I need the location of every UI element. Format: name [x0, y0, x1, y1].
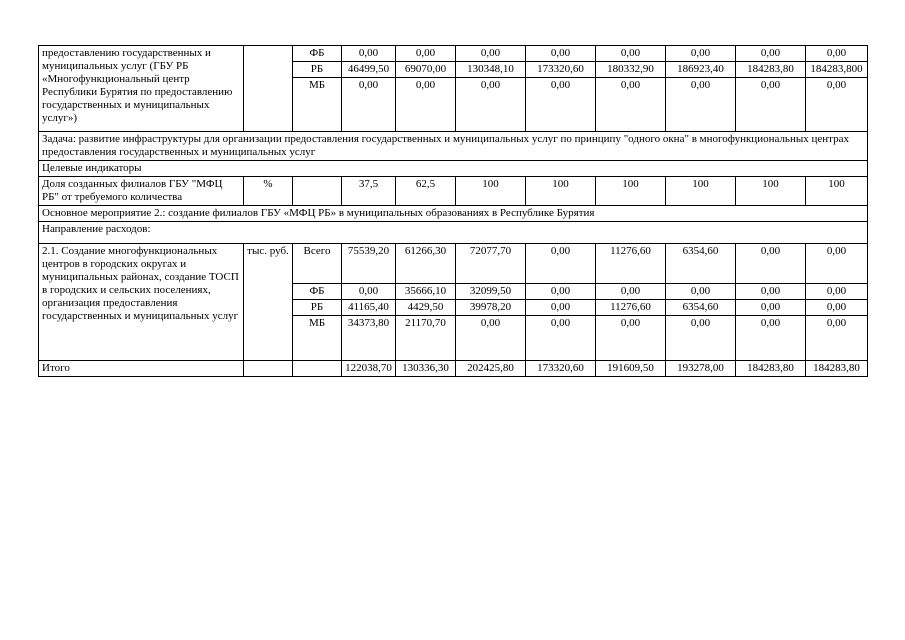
activity-name: 2.1. Создание многофункциональных центров в городских округах и муниципальных районах, создание ТОСП в городских и сельских поселениях, организация предоставления государственных и муниципальных услуг: [39, 244, 244, 361]
value-cell: 46499,50: [342, 62, 396, 78]
value-cell: 0,00: [596, 284, 666, 300]
total-value-cell: 130336,30: [396, 361, 456, 377]
value-cell: 41165,40: [342, 300, 396, 316]
value-cell: 0,00: [596, 46, 666, 62]
main-activity: Основное мероприятие 2.: создание филиалов ГБУ «МФЦ РБ» в муниципальных образованиях в Республике Бурятия: [39, 206, 868, 222]
value-cell: 0,00: [666, 46, 736, 62]
value-cell: 180332,90: [596, 62, 666, 78]
total-label: Итого: [39, 361, 244, 377]
value-cell: 72077,70: [456, 244, 526, 284]
table-row: [39, 206, 868, 222]
total-value-cell: 173320,60: [526, 361, 596, 377]
value-cell: 6354,60: [666, 244, 736, 284]
value-cell: 0,00: [736, 244, 806, 284]
value-cell: 0,00: [736, 300, 806, 316]
value-cell: 0,00: [342, 46, 396, 62]
value-cell: 0,00: [806, 78, 868, 132]
value-cell: 173320,60: [526, 62, 596, 78]
value-cell: 75539,20: [342, 244, 396, 284]
value-cell: 0,00: [736, 78, 806, 132]
unit-cell: %: [244, 177, 293, 206]
value-cell: 184283,80: [736, 62, 806, 78]
table-row: [39, 177, 868, 206]
value-cell: 4429,50: [396, 300, 456, 316]
table-row: [39, 161, 868, 177]
value-cell: 0,00: [806, 46, 868, 62]
value-cell: 35666,10: [396, 284, 456, 300]
source-cell: Всего: [293, 244, 342, 284]
value-cell: 0,00: [526, 78, 596, 132]
table-row: [39, 361, 868, 377]
total-value-cell: 122038,70: [342, 361, 396, 377]
source-cell: [293, 361, 342, 377]
value-cell: 100: [736, 177, 806, 206]
value-cell: 0,00: [526, 300, 596, 316]
value-cell: 0,00: [456, 78, 526, 132]
value-cell: 61266,30: [396, 244, 456, 284]
total-value-cell: 184283,80: [806, 361, 868, 377]
value-cell: 11276,60: [596, 244, 666, 284]
table-row: [39, 222, 868, 244]
source-cell: ФБ: [293, 284, 342, 300]
value-cell: 184283,800: [806, 62, 868, 78]
value-cell: 0,00: [456, 46, 526, 62]
program-title-cell: предоставлению государственных и муниципальных услуг (ГБУ РБ «Многофункциональный центр Республики Бурятия по предоставлению государственных и муниципальных услуг»): [39, 46, 244, 132]
value-cell: 34373,80: [342, 316, 396, 361]
value-cell: 0,00: [396, 46, 456, 62]
value-cell: 0,00: [736, 316, 806, 361]
value-cell: 0,00: [526, 46, 596, 62]
table-row: [39, 46, 868, 62]
value-cell: 0,00: [596, 78, 666, 132]
value-cell: 0,00: [806, 244, 868, 284]
unit-cell: [244, 361, 293, 377]
source-cell: ФБ: [293, 46, 342, 62]
value-cell: 21170,70: [396, 316, 456, 361]
total-value-cell: 191609,50: [596, 361, 666, 377]
source-cell: МБ: [293, 78, 342, 132]
source-cell: РБ: [293, 62, 342, 78]
value-cell: 0,00: [456, 316, 526, 361]
unit-cell: [244, 46, 293, 132]
value-cell: 0,00: [342, 78, 396, 132]
value-cell: 6354,60: [666, 300, 736, 316]
value-cell: 100: [596, 177, 666, 206]
value-cell: 100: [456, 177, 526, 206]
value-cell: 0,00: [736, 284, 806, 300]
value-cell: 0,00: [526, 284, 596, 300]
value-cell: 0,00: [396, 78, 456, 132]
value-cell: 0,00: [666, 78, 736, 132]
budget-table: [38, 45, 868, 377]
value-cell: 100: [666, 177, 736, 206]
value-cell: 0,00: [666, 316, 736, 361]
table-row: [39, 244, 868, 284]
value-cell: 100: [526, 177, 596, 206]
indicators-header: Целевые индикаторы: [39, 161, 868, 177]
source-cell: РБ: [293, 300, 342, 316]
value-cell: 0,00: [342, 284, 396, 300]
source-cell: МБ: [293, 316, 342, 361]
value-cell: 62,5: [396, 177, 456, 206]
total-value-cell: 202425,80: [456, 361, 526, 377]
indicator-name: Доля созданных филиалов ГБУ "МФЦ РБ" от требуемого количества: [39, 177, 244, 206]
task-text: Задача: развитие инфраструктуры для организации предоставления государственных и муниципальных услуг по принципу "одного окна" в многофункциональных центрах предоставления государственных и муниципальных услуг: [39, 132, 868, 161]
table-row: [39, 132, 868, 161]
expenses-header: Направление расходов:: [39, 222, 868, 244]
unit-cell: тыс. руб.: [244, 244, 293, 361]
value-cell: 69070,00: [396, 62, 456, 78]
value-cell: 0,00: [666, 284, 736, 300]
value-cell: 11276,60: [596, 300, 666, 316]
source-cell: [293, 177, 342, 206]
value-cell: 186923,40: [666, 62, 736, 78]
value-cell: 0,00: [596, 316, 666, 361]
value-cell: 100: [806, 177, 868, 206]
total-value-cell: 193278,00: [666, 361, 736, 377]
value-cell: 0,00: [526, 244, 596, 284]
value-cell: 0,00: [806, 300, 868, 316]
total-value-cell: 184283,80: [736, 361, 806, 377]
value-cell: 39978,20: [456, 300, 526, 316]
value-cell: 37,5: [342, 177, 396, 206]
value-cell: 130348,10: [456, 62, 526, 78]
value-cell: 0,00: [806, 284, 868, 300]
value-cell: 0,00: [526, 316, 596, 361]
value-cell: 0,00: [736, 46, 806, 62]
value-cell: 32099,50: [456, 284, 526, 300]
value-cell: 0,00: [806, 316, 868, 361]
